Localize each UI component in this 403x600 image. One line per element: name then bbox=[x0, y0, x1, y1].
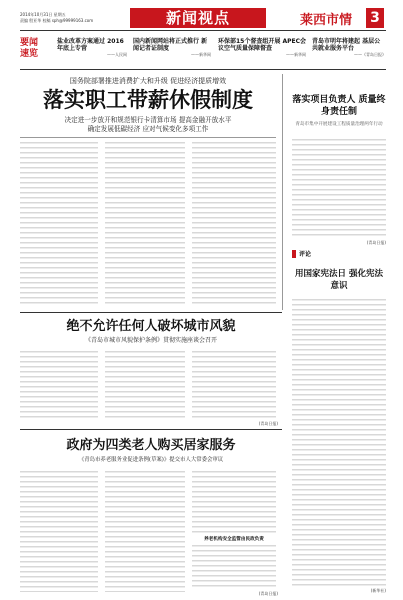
story1-headline: 落实职工带薪休假制度 bbox=[43, 87, 253, 112]
story3-source: (青岛日报) bbox=[258, 421, 278, 426]
story4-body-col3a bbox=[192, 470, 276, 534]
story3-headline: 绝不允许任何人破坏城市风貌 bbox=[66, 319, 236, 334]
story1-subhead: 决定进一步放开和规范银行卡清算市场 提高金融开放水平 确定发展低碳经济 应对气候变化多项工作 bbox=[64, 116, 232, 133]
story4-subhead: 《青岛市养老服务业促进条例(草案)》提交市人大常委会审议 bbox=[78, 457, 224, 463]
story4-top-rule bbox=[20, 429, 282, 430]
briefs-label bbox=[20, 38, 50, 60]
commentary-headline: 用国家宪法日 强化宪法意识 bbox=[295, 269, 383, 291]
story1-rule bbox=[20, 137, 276, 138]
story2-body bbox=[292, 138, 386, 238]
briefs-label-top: 要闻 bbox=[20, 38, 39, 48]
story4-source: (青岛日报) bbox=[258, 591, 278, 596]
brief-byline: ——新华网 bbox=[191, 52, 211, 57]
column-divider bbox=[282, 74, 283, 310]
story2-source: (青岛日报) bbox=[366, 240, 386, 245]
story4-body-col2 bbox=[105, 470, 185, 592]
story3-subhead: 《青岛市城市风貌保护条例》贯彻实施座谈会召开 bbox=[84, 337, 217, 344]
commentary-label: 评论 bbox=[299, 251, 312, 258]
brief-title: 国内新闻网站将正式推行 新闻记者证制度 bbox=[133, 38, 208, 52]
brief-item[interactable] bbox=[312, 38, 386, 58]
story4-body-col1 bbox=[20, 470, 98, 592]
brief-title: 青岛市明年将建起 基层公共就业服务平台 bbox=[312, 38, 381, 52]
brief-byline: ——人民网 bbox=[107, 52, 127, 57]
brief-item[interactable] bbox=[133, 38, 211, 58]
sub-brand: 莱西市情 bbox=[300, 13, 353, 28]
commentary-body bbox=[292, 298, 386, 588]
story4-crosshead: 养老机构安全监管由民政负责 bbox=[192, 536, 276, 542]
brief-byline: ——《青岛日报》 bbox=[354, 52, 386, 57]
brief-title: 环保部15个督查组开展 APEC会议空气质量保障督查 bbox=[218, 38, 306, 52]
briefs-label-bottom: 速览 bbox=[20, 49, 39, 59]
story1-body-col2 bbox=[105, 141, 185, 306]
story4-headline: 政府为四类老人购买居家服务 bbox=[66, 438, 236, 453]
story1-kicker: 国务院部署推进消费扩大和升级 促进经济提质增效 bbox=[69, 77, 227, 85]
story2-headline: 落实项目负责人 质量终身责任制 bbox=[292, 95, 386, 117]
story3-body-col2 bbox=[105, 350, 185, 420]
commentary-label-box bbox=[292, 250, 296, 258]
commentary-source: (新华社) bbox=[370, 588, 386, 593]
editor-line: 责编 殷亚华 校稿 sph@99999163.com bbox=[20, 18, 94, 23]
story3-body-col1 bbox=[20, 350, 98, 420]
brief-item[interactable] bbox=[57, 38, 127, 58]
story2-subhead: 青岛市集中开展建设工程质量治理两年行动 bbox=[295, 122, 383, 127]
story4-body-col3b bbox=[192, 544, 276, 590]
section-banner bbox=[130, 8, 266, 28]
brief-byline: ——新华网 bbox=[286, 52, 306, 57]
story3-body-col3 bbox=[192, 350, 276, 420]
story3-top-rule bbox=[20, 312, 282, 313]
page-number-box bbox=[366, 8, 384, 28]
masthead-rule bbox=[20, 30, 386, 31]
brief-item[interactable] bbox=[218, 38, 306, 58]
story1-body-col3 bbox=[192, 141, 276, 306]
page-number: 3 bbox=[370, 10, 380, 26]
story1-body-col1 bbox=[20, 141, 98, 306]
briefs-rule bbox=[20, 69, 386, 70]
section-title: 新闻视点 bbox=[165, 9, 230, 27]
brief-title: 盐业改革方案通过 2016年底上专营 bbox=[57, 38, 124, 52]
date-line: 2014年10月31日 星期五 bbox=[20, 12, 66, 17]
